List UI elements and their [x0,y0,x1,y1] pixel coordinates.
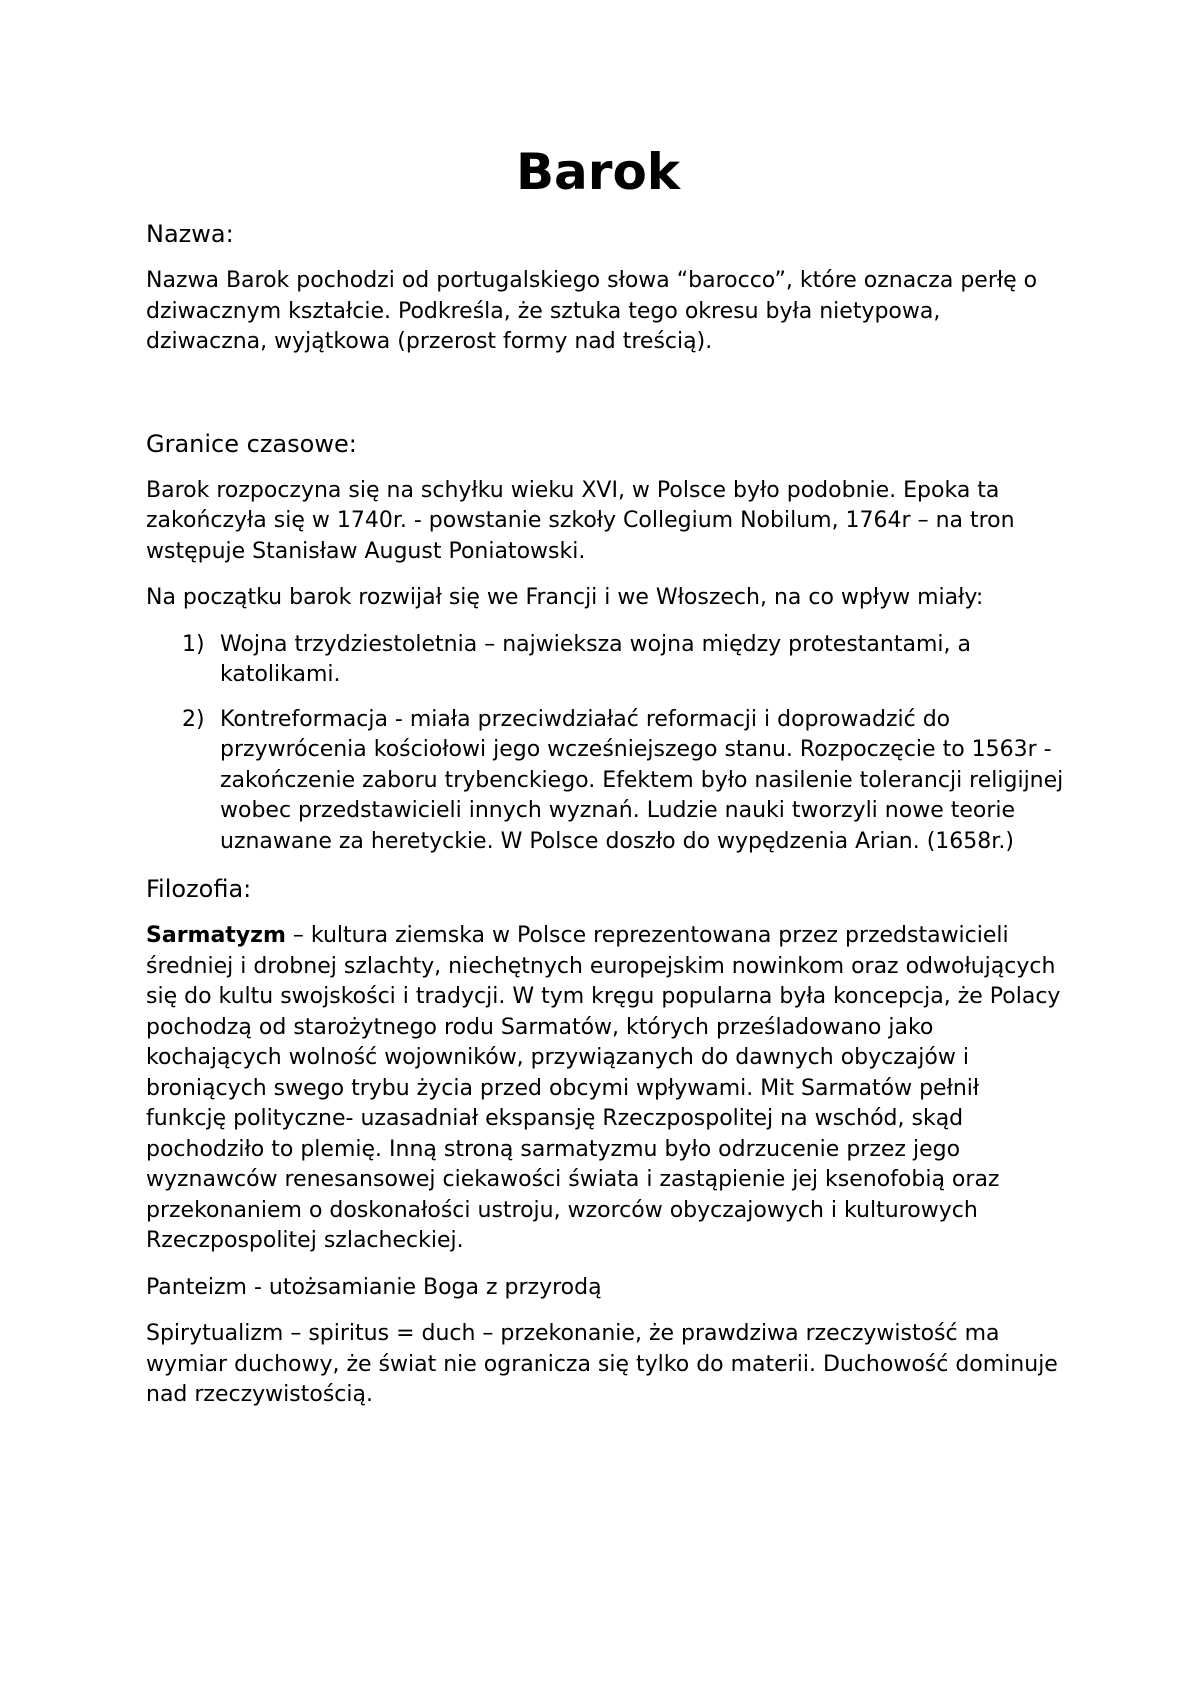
document-title: Barok [515,143,681,201]
list-item-text: Wojna trzydziestoletnia – najwieksza wojna między protestantami, a katolikami. [220,631,971,687]
list-item-number: 1) [182,631,205,657]
paragraph-spirytualizm: Spirytualizm – spiritus = duch – przekonanie, że prawdziwa rzeczywistość ma wymiar duchowy, że świat nie ogranicza się tylko do materii. Duchowość dominuje nad rzeczywistością. [146,1321,1058,1407]
heading-filozofia: Filozofia: [146,875,252,903]
paragraph-granice-2: Na początku barok rozwijał się we Francji i we Włoszech, na co wpływ miały: [146,585,984,610]
list-item-number: 2) [182,706,205,732]
paragraph-sarmatyzm [146,921,1066,1257]
heading-nazwa: Nazwa: [146,220,234,248]
section-granice-czasowe [146,428,1066,858]
document-page [146,140,1066,1427]
heading-granice-czasowe: Granice czasowe: [146,429,357,458]
list-item [146,630,1066,691]
term-sarmatyzm: Sarmatyzm [146,923,286,948]
paragraph-panteizm: Panteizm - utożsamianie Boga z przyrodą [146,1274,602,1300]
section-spacer [146,374,1066,428]
paragraph-nazwa: Nazwa Barok pochodzi od portugalskiego słowa “barocco”, które oznacza perłę o dziwacznym kształcie. Podkreśla, że sztuka tego okresu była nietypowa, dziwaczna, wyjątkowa (przerost formy nad treścią). [146,268,1038,354]
section-filozofia [146,873,1066,1411]
numbered-list [146,630,1066,858]
list-item-text: Kontreformacja - miała przeciwdziałać reformacji i doprowadzić do przywrócenia kościołowi jego wcześniejszego stanu. Rozpoczęcie to 1563r - zakończenie zaboru trybenckiego. Efektem było nasilenie tolerancji religijnej wobec przedstawicieli innych wyznań. Ludzie nauki tworzyli nowe teorie uznawane za heretyckie. W Polsce doszło do wypędzenia Arian. (1658r.) [220,706,1064,854]
list-item [146,705,1066,858]
definition-sarmatyzm: – kultura ziemska w Polsce reprezentowana przez przedstawicieli średniej i drobnej szlachty, niechętnych europejskim nowinkom oraz odwołujących się do kultu swojskości i tradycji. W tym kręgu popularna była koncepcja, że Polacy pochodzą od starożytnego rodu Sarmatów, których prześladowano jako kochających wolność wojowników, przywiązanych do dawnych obyczajów i broniących swego trybu życia przed obcymi wpływami. Mit Sarmatów pełnił funkcję polityczne- uzasadniał ekspansję Rzeczpospolitej na wschód, skąd pochodziło to plemię. Inną stroną sarmatyzmu było odrzucenie przez jego wyznawców renesansowej ciekawości świata i zastąpienie jej ksenofobią oraz przekonaniem o doskonałości ustroju, wzorców obyczajowych i kulturowych Rzeczpospolitej szlacheckiej. [146,923,1061,1253]
section-nazwa [146,218,1066,358]
paragraph-granice-1: Barok rozpoczyna się na schyłku wieku XVI, w Polsce było podobnie. Epoka ta zakończyła się w 1740r. - powstanie szkoły Collegium Nobilum, 1764r – na tron wstępuje Stanisław August Poniatowski. [146,477,1015,564]
